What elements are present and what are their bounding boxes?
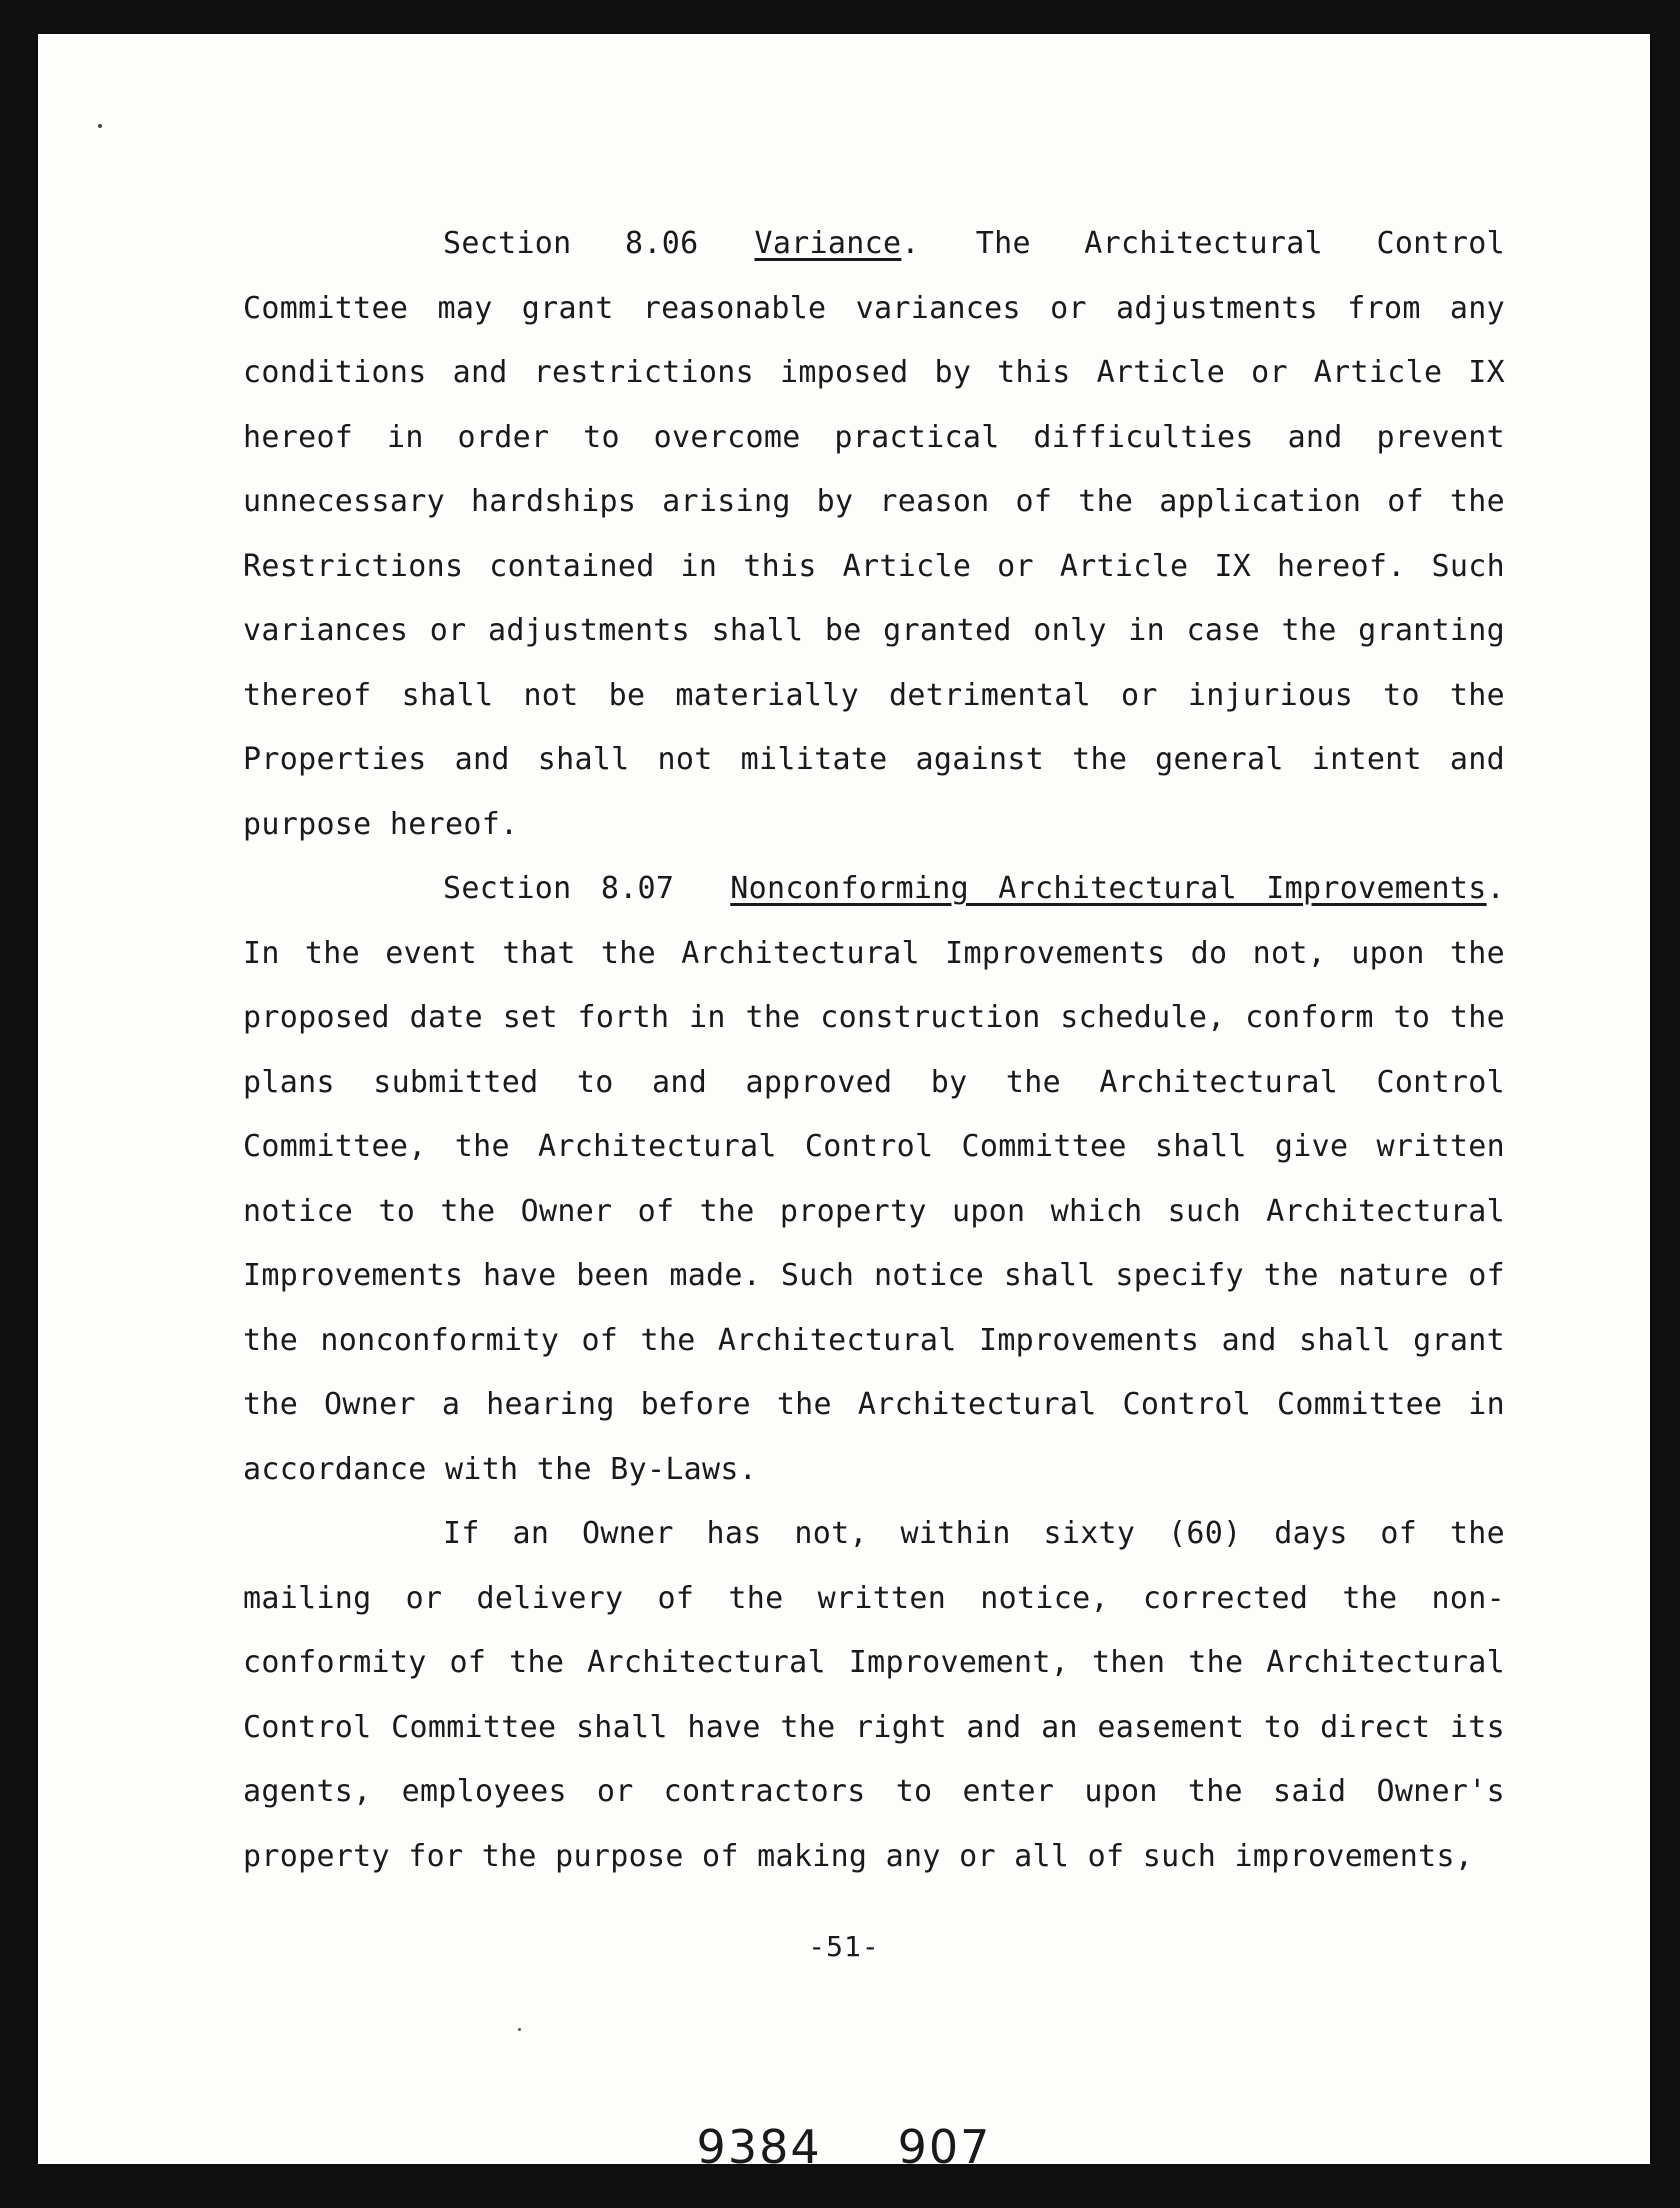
document-body — [243, 212, 1505, 1889]
page-number: -51- — [808, 1930, 880, 1963]
section-8-07-number: Section 8.07 — [443, 871, 675, 906]
bates-number — [38, 2120, 1650, 2174]
section-8-06-title: Variance — [754, 226, 902, 261]
document-page — [38, 34, 1650, 2174]
section-8-07-body: In the event that the Architectural Improvements do not, upon the proposed date set forth in the construction schedule, conform to the plans submitted to and approved by the Architectural Control Committee, the Architectural Control Committee shall give written notice to the Owner of the property upon which such Architectural Improvements have been made. Such notice shall specify the nature of the nonconformity of the Architectural Improvements and shall grant the Owner a hearing before the Architectural Control Committee in accordance with the By-Laws. — [243, 935, 1505, 1487]
section-8-06-number: Section 8.06 — [443, 226, 699, 261]
section-8-06-body: The Architectural Control Committee may grant reasonable variances or adjustments from any conditions and restrictions imposed by this Article or Article IX hereof in order to overcome practical difficulties and prevent unnecessary hardships arising by reason of the application of the Restrictions contained in this Article or Article IX hereof. Such variances or adjustments shall be granted only in case the granting thereof shall not be materially detrimental or injurious to the Properties and shall not militate against the general intent and purpose hereof. — [243, 226, 1505, 842]
section-8-06-paragraph: Section 8.06 Variance. The Architectural Control Committee may grant reasonable variances or adjustments from any conditions and restrictions imposed by this Article or Article IX hereof in order to overcome practical difficulties and prevent unnecessary hardships arising by reason of the application of the Restrictions contained in this Article or Article IX hereof. Such variances or adjustments shall be granted only in case the granting thereof shall not be materially detrimental or injurious to the Properties and shall not militate against the general intent and purpose hereof. — [243, 226, 1505, 842]
section-8-07-paragraph: Section 8.07 Nonconforming Architectural Improvements. In the event that the Architectural Improvements do not, upon the proposed date set forth in the construction schedule, conform to the plans submitted to and approved by the Architectural Control Committee, the Architectural Control Committee shall give written notice to the Owner of the property upon which such Architectural Improvements have been made. Such notice shall specify the nature of the nonconformity of the Architectural Improvements and shall grant the Owner a hearing before the Architectural Control Committee in accordance with the By-Laws. — [243, 871, 1505, 1487]
bates-right: 907 — [897, 2120, 992, 2174]
section-8-07-title: Nonconforming Architectural Improvements — [730, 871, 1487, 906]
bates-left: 9384 — [696, 2120, 822, 2174]
paragraph-3: If an Owner has not, within sixty (60) days of the mailing or delivery of the written notice, corrected the non-conformity of the Architectural Improvement, then the Architectural Control Committee shall have the right and an easement to direct its agents, employees or contractors to enter upon the said Owner's property for the purpose of making any or all of such improvements, — [243, 1516, 1505, 1874]
